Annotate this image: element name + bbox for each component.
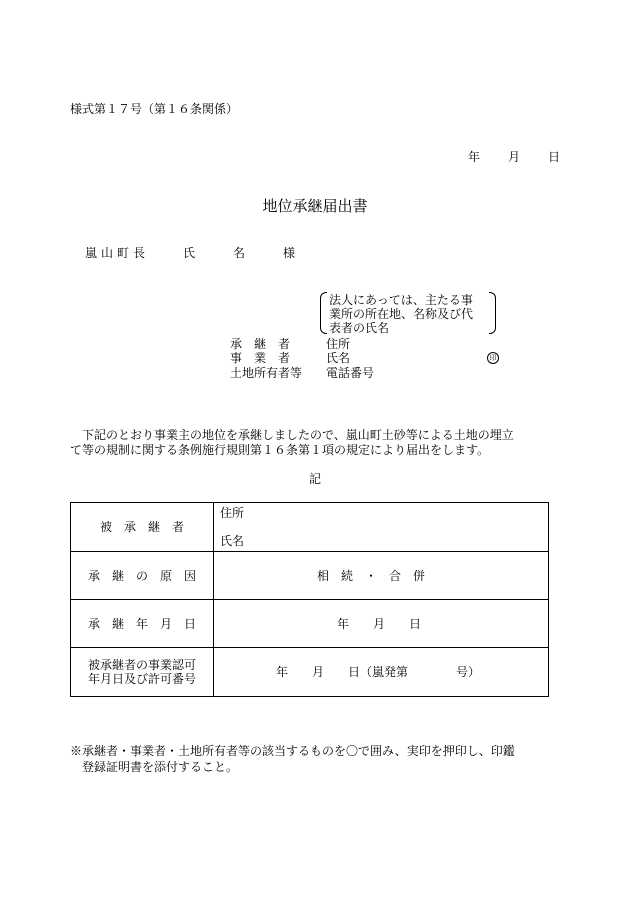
body-line-1: 下記のとおり事業主の地位を承継しましたので、嵐山町土砂等による土地の埋立 — [70, 428, 514, 442]
corporate-note-bracket — [320, 292, 496, 334]
detail-table — [70, 502, 549, 697]
field-name-label: 氏名 — [326, 351, 351, 365]
predecessor-name-label: 氏名 — [220, 534, 245, 548]
cell-predecessor — [214, 503, 549, 552]
ki-heading: 記 — [308, 472, 321, 486]
body-line-2: て等の規制に関する条例施行規則第１６条第１項の規定により届出をします。 — [70, 443, 490, 457]
cell-succession-date: 年 月 日 — [214, 600, 549, 648]
table-row — [71, 600, 549, 648]
role-landowner: 土地所有者等 — [230, 366, 303, 380]
field-phone-label: 電話番号 — [326, 366, 375, 380]
table-row — [71, 648, 549, 697]
corp-note-line-1: 法人にあっては、主たる事 — [329, 293, 473, 307]
label-succession-date: 承 継 年 月 日 — [71, 600, 214, 648]
addressee-name-label: 氏 — [183, 246, 196, 260]
table-row — [71, 552, 549, 600]
bracket-right — [489, 292, 496, 334]
permit-label-line-1: 被承継者の事業認可 — [87, 658, 196, 672]
cell-succession-cause: 相 続 ・ 合 併 — [214, 552, 549, 600]
corp-note-line-3: 表者の氏名 — [329, 321, 390, 335]
date-line — [468, 151, 560, 163]
label-permit-info — [71, 648, 214, 697]
form-number: 様式第１７号（第１６条関係） — [70, 102, 239, 116]
note-line-2: 登録証明書を添付すること。 — [70, 760, 239, 774]
permit-label-line-2: 年月日及び許可番号 — [87, 672, 196, 686]
predecessor-address-label: 住所 — [220, 506, 245, 520]
bracket-left — [320, 292, 327, 334]
label-succession-cause: 承 継 の 原 因 — [71, 552, 214, 600]
addressee — [85, 247, 295, 259]
addressee-name-label-2: 名 — [233, 246, 246, 260]
document-title: 地位承継届出書 — [262, 197, 368, 215]
addressee-office: 嵐山町長 — [85, 246, 150, 260]
date-year: 年 — [468, 150, 481, 164]
cell-permit-info: 年 月 日（嵐発第 号） — [214, 648, 549, 697]
date-month: 月 — [508, 150, 521, 164]
corp-note-line-2: 業所の所在地、名称及び代 — [329, 307, 474, 321]
addressee-honorific: 様 — [283, 246, 296, 260]
note-line-1: ※承継者・事業者・土地所有者等の該当するものを〇で囲み、実印を押印し、印鑑 — [70, 744, 515, 758]
role-business-operator: 事 業 者 — [230, 351, 291, 365]
field-address-label: 住所 — [326, 337, 351, 351]
seal-mark: 印 — [487, 352, 499, 364]
label-predecessor: 被 承 継 者 — [71, 503, 214, 552]
date-day: 日 — [548, 150, 561, 164]
table-row — [71, 503, 549, 552]
role-successor: 承 継 者 — [230, 337, 291, 351]
